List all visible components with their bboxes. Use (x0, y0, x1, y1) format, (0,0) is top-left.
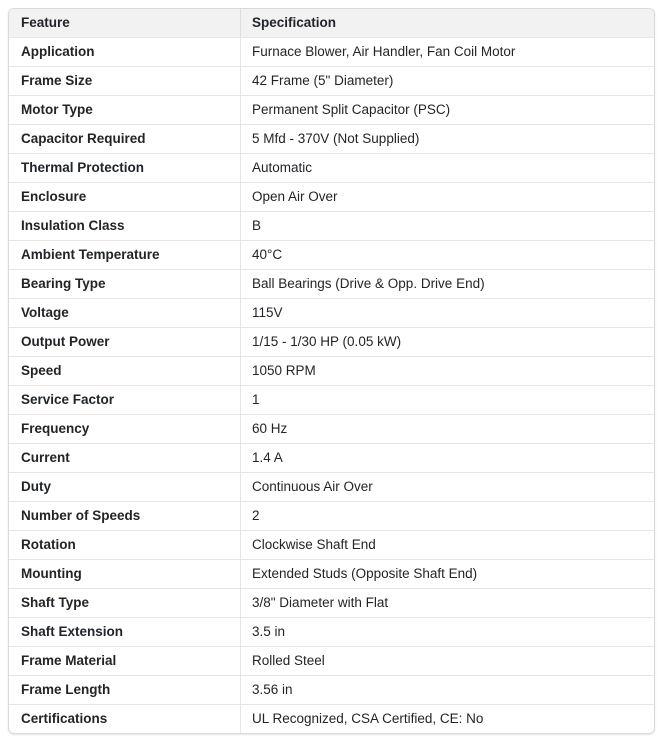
feature-cell: Shaft Type (9, 589, 241, 617)
spec-cell: 1 (252, 392, 260, 408)
feature-cell: Number of Speeds (9, 502, 241, 530)
table-row (9, 124, 654, 153)
spec-cell: Clockwise Shaft End (252, 537, 376, 553)
spec-cell: 40°C (252, 247, 283, 263)
spec-cell: 42 Frame (5" Diameter) (252, 73, 394, 89)
feature-cell: Service Factor (9, 386, 241, 414)
feature-cell: Frame Material (9, 647, 241, 675)
spec-cell: 60 Hz (252, 421, 288, 437)
feature-cell: Motor Type (9, 96, 241, 124)
table-row (9, 153, 654, 182)
table-row (9, 327, 654, 356)
feature-cell: Application (9, 38, 241, 66)
feature-cell: Enclosure (9, 183, 241, 211)
spec-cell: Furnace Blower, Air Handler, Fan Coil Motor (252, 44, 516, 60)
table-row (9, 95, 654, 124)
spec-cell: Open Air Over (252, 189, 338, 205)
feature-cell: Capacitor Required (9, 125, 241, 153)
table-row (9, 530, 654, 559)
table-row (9, 211, 654, 240)
table-row (9, 588, 654, 617)
column-header-feature: Feature (9, 9, 241, 37)
table-row (9, 269, 654, 298)
feature-cell: Voltage (9, 299, 241, 327)
feature-cell: Current (9, 444, 241, 472)
spec-cell: Extended Studs (Opposite Shaft End) (252, 566, 478, 582)
table-row (9, 414, 654, 443)
table-row (9, 472, 654, 501)
table-row (9, 559, 654, 588)
table-row (9, 617, 654, 646)
table-body (9, 37, 654, 733)
spec-cell: 1050 RPM (252, 363, 316, 379)
spec-cell: 5 Mfd - 370V (Not Supplied) (252, 131, 420, 147)
table-row (9, 385, 654, 414)
spec-cell: Ball Bearings (Drive & Opp. Drive End) (252, 276, 485, 292)
table-row (9, 501, 654, 530)
feature-cell: Insulation Class (9, 212, 241, 240)
feature-cell: Mounting (9, 560, 241, 588)
spec-cell: 3.5 in (252, 624, 286, 640)
feature-cell: Frame Size (9, 67, 241, 95)
spec-cell: 115V (252, 305, 283, 321)
table-header-row (9, 9, 654, 37)
feature-cell: Rotation (9, 531, 241, 559)
spec-cell: UL Recognized, CSA Certified, CE: No (252, 711, 484, 727)
table-row (9, 240, 654, 269)
table-row (9, 298, 654, 327)
spec-cell: 2 (252, 508, 260, 524)
spec-cell: Permanent Split Capacitor (PSC) (252, 102, 451, 118)
spec-cell: 3/8" Diameter with Flat (252, 595, 389, 611)
feature-cell: Speed (9, 357, 241, 385)
feature-cell: Certifications (9, 705, 241, 733)
feature-cell: Ambient Temperature (9, 241, 241, 269)
feature-cell: Output Power (9, 328, 241, 356)
spec-cell: B (252, 218, 262, 234)
table-row (9, 37, 654, 66)
table-row (9, 675, 654, 704)
table-row (9, 646, 654, 675)
feature-cell: Frame Length (9, 676, 241, 704)
spec-cell: 1/15 - 1/30 HP (0.05 kW) (252, 334, 402, 350)
table-row (9, 704, 654, 733)
feature-cell: Thermal Protection (9, 154, 241, 182)
spec-cell: Continuous Air Over (252, 479, 373, 495)
specification-table (8, 8, 655, 734)
feature-cell: Duty (9, 473, 241, 501)
feature-cell: Frequency (9, 415, 241, 443)
table-row (9, 66, 654, 95)
spec-cell: 3.56 in (252, 682, 293, 698)
column-header-specification: Specification (252, 15, 337, 31)
feature-cell: Shaft Extension (9, 618, 241, 646)
feature-cell: Bearing Type (9, 270, 241, 298)
spec-cell: 1.4 A (252, 450, 283, 466)
table-row (9, 356, 654, 385)
spec-cell: Automatic (252, 160, 313, 176)
table-row (9, 182, 654, 211)
table-row (9, 443, 654, 472)
spec-cell: Rolled Steel (252, 653, 325, 669)
